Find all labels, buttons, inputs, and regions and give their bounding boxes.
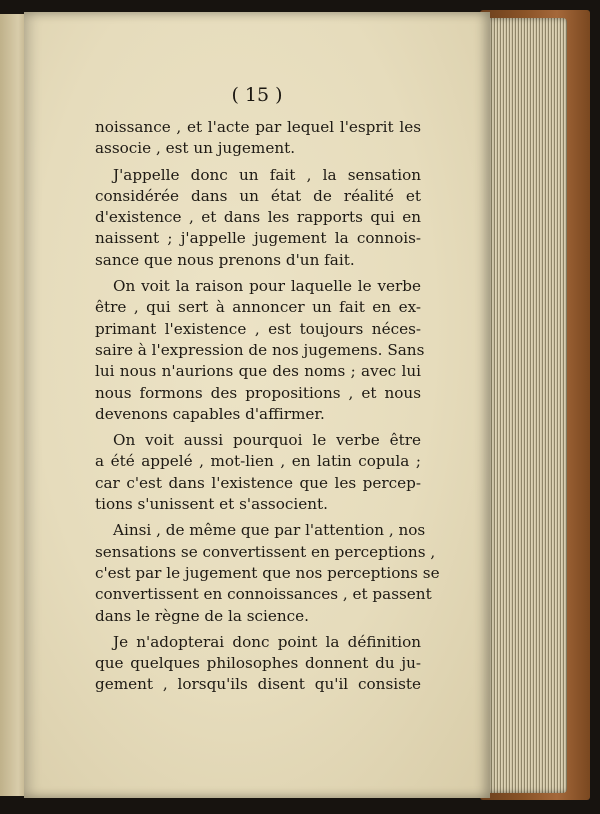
text-line: associe , est un jugement. xyxy=(95,139,296,158)
text-line: devenons capables d'affirmer. xyxy=(95,404,325,423)
text-line: dans le règne de la science. xyxy=(95,606,309,625)
paragraph-2 xyxy=(95,165,421,271)
text-line: nous formons des propositions , et nous xyxy=(95,383,421,402)
paragraph-1 xyxy=(95,117,421,160)
text-line: car c'est dans l'existence que les percep- xyxy=(95,473,421,492)
text-line: On voit aussi pourquoi le verbe être xyxy=(113,431,421,450)
text-line: noissance , et l'acte par lequel l'esprit les xyxy=(95,118,421,136)
book-page xyxy=(24,12,490,798)
page-edges xyxy=(487,18,567,793)
text-line: lui nous n'aurions que des noms ; avec lui xyxy=(95,362,421,381)
text-line: convertissent en connoissances , et passent xyxy=(95,585,432,604)
paragraph-3 xyxy=(95,276,425,425)
paragraph-6 xyxy=(95,632,421,696)
text-line: naissent ; j'appelle jugement la connois- xyxy=(95,229,421,248)
text-line: primant l'existence , est toujours néces- xyxy=(95,319,421,338)
facing-page-edge xyxy=(0,14,26,796)
page-number: ( 15 ) xyxy=(231,84,283,106)
text-line: saire à l'expression de nos jugemens. Sans xyxy=(95,340,425,359)
paragraph-4 xyxy=(95,430,421,515)
page-text xyxy=(95,117,440,701)
text-line: sensations se convertissent en perceptions , xyxy=(95,542,436,561)
text-line: a été appelé , mot-lien , en latin copula ; xyxy=(95,452,421,471)
text-line: être , qui sert à annoncer un fait en ex- xyxy=(95,298,421,317)
paragraph-5 xyxy=(95,520,440,626)
text-line: c'est par le jugement que nos perceptions se xyxy=(95,563,440,582)
text-line: tions s'unissent et s'associent. xyxy=(95,495,328,514)
text-line: J'appelle donc un fait , la sensation xyxy=(113,165,421,184)
text-line: que quelques philosophes donnent du ju- xyxy=(95,654,421,673)
text-line: Ainsi , de même que par l'attention , nos xyxy=(113,521,426,540)
text-line: considérée dans un état de réalité et xyxy=(95,186,421,205)
text-line: On voit la raison pour laquelle le verbe xyxy=(113,277,421,296)
text-line: sance que nous prenons d'un fait. xyxy=(95,250,355,269)
text-line: d'existence , et dans les rapports qui en xyxy=(95,208,421,227)
text-line: Je n'adopterai donc point la définition xyxy=(113,632,421,651)
text-line: gement , lorsqu'ils disent qu'il consiste xyxy=(95,675,421,694)
